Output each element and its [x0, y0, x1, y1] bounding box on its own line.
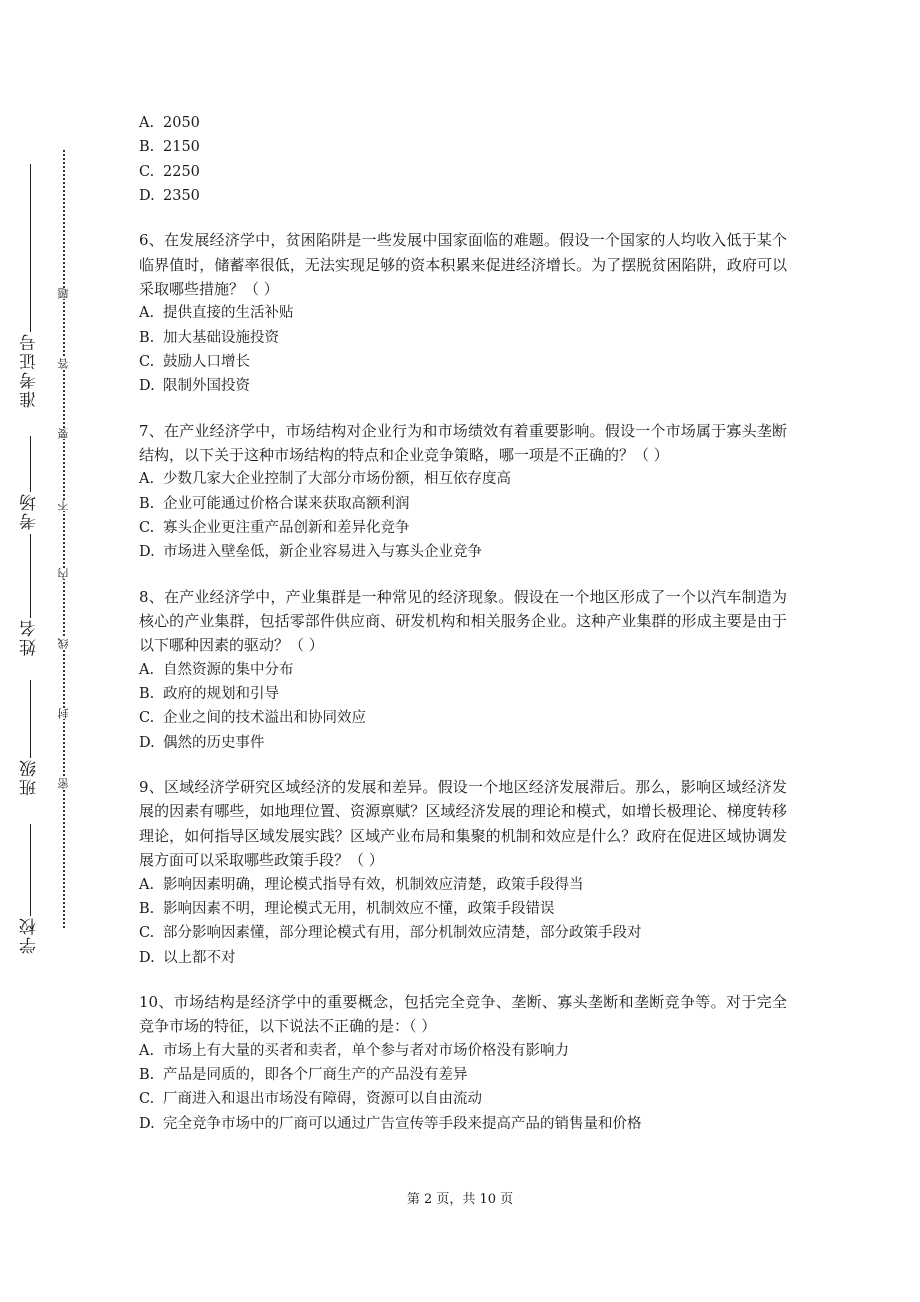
option-text: 影响因素明确，理论模式指导有效，机制效应清楚，政策手段得当: [163, 876, 584, 893]
seal-dotted-line: [63, 150, 65, 928]
exam-number-field: [13, 160, 47, 408]
option-letter: D.: [139, 949, 155, 966]
option-a[interactable]: [139, 1039, 787, 1063]
question-7: [139, 419, 787, 565]
option-letter: A.: [139, 471, 155, 488]
option-text: 影响因素不明，理论模式无用，机制效应不懂，政策手段错误: [163, 900, 555, 917]
exam-room-label: 考场: [19, 492, 40, 530]
option-letter: B.: [139, 686, 155, 703]
option-a[interactable]: [139, 873, 787, 897]
exam-content: [139, 111, 787, 1136]
question-9: [139, 775, 787, 970]
option-c[interactable]: [139, 160, 787, 184]
option-text: 厂商进入和退出市场没有障碍，资源可以自由流动: [163, 1091, 482, 1108]
option-letter: D.: [139, 187, 155, 204]
option-d[interactable]: [139, 184, 787, 208]
question-stem: 6、在发展经济学中，贫困陷阱是一些发展中国家面临的难题。假设一个国家的人均收入低于某个临界值时，储蓄率很低，无法实现足够的资本积累来促进经济增长。为了摆脱贫困陷阱，政府可以采取哪些措施？（ ）: [139, 231, 787, 298]
previous-question-options: [139, 111, 787, 208]
option-text: 以上都不对: [163, 949, 236, 966]
class-field: [13, 676, 47, 796]
option-c[interactable]: [139, 350, 787, 374]
option-d[interactable]: [139, 540, 787, 564]
option-text: 少数几家大企业控制了大部分市场份额，相互依存度高: [163, 471, 511, 488]
option-b[interactable]: [139, 135, 787, 159]
option-text: 2050: [163, 115, 200, 131]
option-text: 企业之间的技术溢出和协同效应: [163, 710, 366, 727]
option-letter: B.: [139, 495, 155, 512]
option-letter: B.: [139, 1066, 155, 1083]
school-field: [13, 820, 47, 954]
name-field: [13, 530, 47, 656]
exam-number-blank[interactable]: [30, 164, 31, 332]
option-text: 鼓励人口增长: [163, 354, 250, 370]
question-6: [139, 228, 787, 398]
exam-room-field: [13, 432, 47, 530]
page-number-footer: 第 2 页，共 10 页: [406, 1192, 514, 1207]
class-label: 班级: [19, 758, 40, 796]
exam-room-blank[interactable]: [30, 436, 31, 492]
option-a[interactable]: [139, 658, 787, 682]
option-letter: C.: [139, 520, 155, 536]
option-letter: D.: [139, 378, 155, 395]
seal-char: 线: [57, 638, 70, 649]
option-letter: A.: [139, 115, 155, 131]
question-stem: 8、在产业经济学中，产业集群是一种常见的经济现象。假设在一个地区形成了一个以汽车制造为核心的产业集群，包括零部件供应商、研发机构和相关服务企业。这种产业集群的形成主要是由于以下哪种因素的驱动？（ ）: [139, 587, 787, 655]
option-text: 2250: [163, 163, 200, 180]
option-d[interactable]: [139, 374, 787, 398]
option-text: 偶然的历史事件: [163, 734, 265, 751]
class-blank[interactable]: [30, 680, 31, 758]
option-letter: A.: [139, 305, 155, 322]
option-text: 产品是同质的，即各个厂商生产的产品没有差异: [163, 1066, 468, 1083]
name-blank[interactable]: [30, 534, 31, 618]
option-text: 完全竞争市场中的厂商可以通过广告宣传等手段来提高产品的销售量和价格: [163, 1115, 642, 1132]
seal-char: 封: [57, 708, 70, 719]
option-text: 政府的规划和引导: [163, 686, 279, 703]
binding-strip: [0, 0, 110, 1302]
option-c[interactable]: [139, 516, 787, 540]
option-letter: D.: [139, 544, 155, 561]
option-letter: A.: [139, 661, 155, 678]
option-text: 2350: [163, 187, 200, 204]
option-b[interactable]: [139, 1063, 787, 1087]
exam-number-label: 准考证号: [19, 332, 40, 408]
option-letter: A.: [139, 1042, 155, 1059]
option-a[interactable]: [139, 467, 787, 491]
option-letter: C.: [139, 925, 155, 942]
option-b[interactable]: [139, 326, 787, 350]
option-text: 限制外国投资: [163, 378, 250, 395]
option-text: 寡头企业更注重产品创新和差异化竞争: [163, 520, 410, 536]
seal-char: 要: [57, 428, 70, 439]
option-a[interactable]: [139, 301, 787, 325]
option-text: 部分影响因素懂，部分理论模式有用，部分机制效应清楚，部分政策手段对: [163, 925, 642, 942]
seal-char: 密: [57, 778, 70, 789]
school-blank[interactable]: [30, 824, 31, 916]
school-label: 学校: [19, 916, 40, 954]
question-10: [139, 990, 787, 1136]
option-text: 2150: [163, 139, 200, 156]
option-text: 自然资源的集中分布: [163, 661, 294, 678]
option-c[interactable]: [139, 921, 787, 945]
option-letter: D.: [139, 1115, 155, 1132]
option-text: 市场上有大量的买者和卖者，单个参与者对市场价格没有影响力: [163, 1042, 569, 1059]
seal-char: 题: [57, 288, 70, 299]
seal-char: 不: [57, 500, 70, 511]
option-text: 市场进入壁垒低，新企业容易进入与寡头企业竞争: [163, 544, 482, 561]
option-d[interactable]: [139, 946, 787, 970]
option-letter: B.: [139, 329, 155, 346]
option-c[interactable]: [139, 706, 787, 730]
question-stem: 10、市场结构是经济学中的重要概念，包括完全竞争、垄断、寡头垄断和垄断竞争等。对于完全竞争市场的特征，以下说法不正确的是：（ ）: [139, 992, 787, 1036]
seal-char: 内: [57, 568, 70, 579]
option-c[interactable]: [139, 1087, 787, 1111]
option-letter: C.: [139, 354, 155, 370]
option-letter: C.: [139, 163, 155, 180]
question-stem: 7、在产业经济学中，市场结构对企业行为和市场绩效有着重要影响。假设一个市场属于寡头垄断结构，以下关于这种市场结构的特点和企业竞争策略，哪一项是不正确的？（ ）: [139, 421, 787, 464]
option-letter: B.: [139, 900, 155, 917]
option-a[interactable]: [139, 111, 787, 135]
option-d[interactable]: [139, 731, 787, 755]
option-letter: A.: [139, 876, 155, 893]
option-letter: C.: [139, 1091, 155, 1108]
option-letter: C.: [139, 710, 155, 727]
option-b[interactable]: [139, 682, 787, 706]
option-b[interactable]: [139, 897, 787, 921]
seal-char: 答: [57, 358, 70, 369]
option-text: 加大基础设施投资: [163, 329, 279, 346]
option-b[interactable]: [139, 492, 787, 516]
option-text: 企业可能通过价格合谋来获取高额利润: [163, 495, 410, 512]
option-letter: D.: [139, 734, 155, 751]
option-text: 提供直接的生活补贴: [163, 305, 294, 322]
question-stem: 9、区域经济学研究区域经济的发展和差异。假设一个地区经济发展滞后。那么，影响区域经济发展的因素有哪些，如地理位置、资源禀赋？区域经济发展的理论和模式，如增长极理论、梯度转移理论，如何指导区域发展实践？区域产业布局和集聚的机制和效应是什么？政府在促进区域协调发展方面可以采取哪些政策手段？（ ）: [139, 778, 787, 870]
option-letter: B.: [139, 139, 155, 156]
question-8: [139, 585, 787, 755]
option-d[interactable]: [139, 1112, 787, 1136]
name-label: 姓名: [19, 618, 40, 656]
